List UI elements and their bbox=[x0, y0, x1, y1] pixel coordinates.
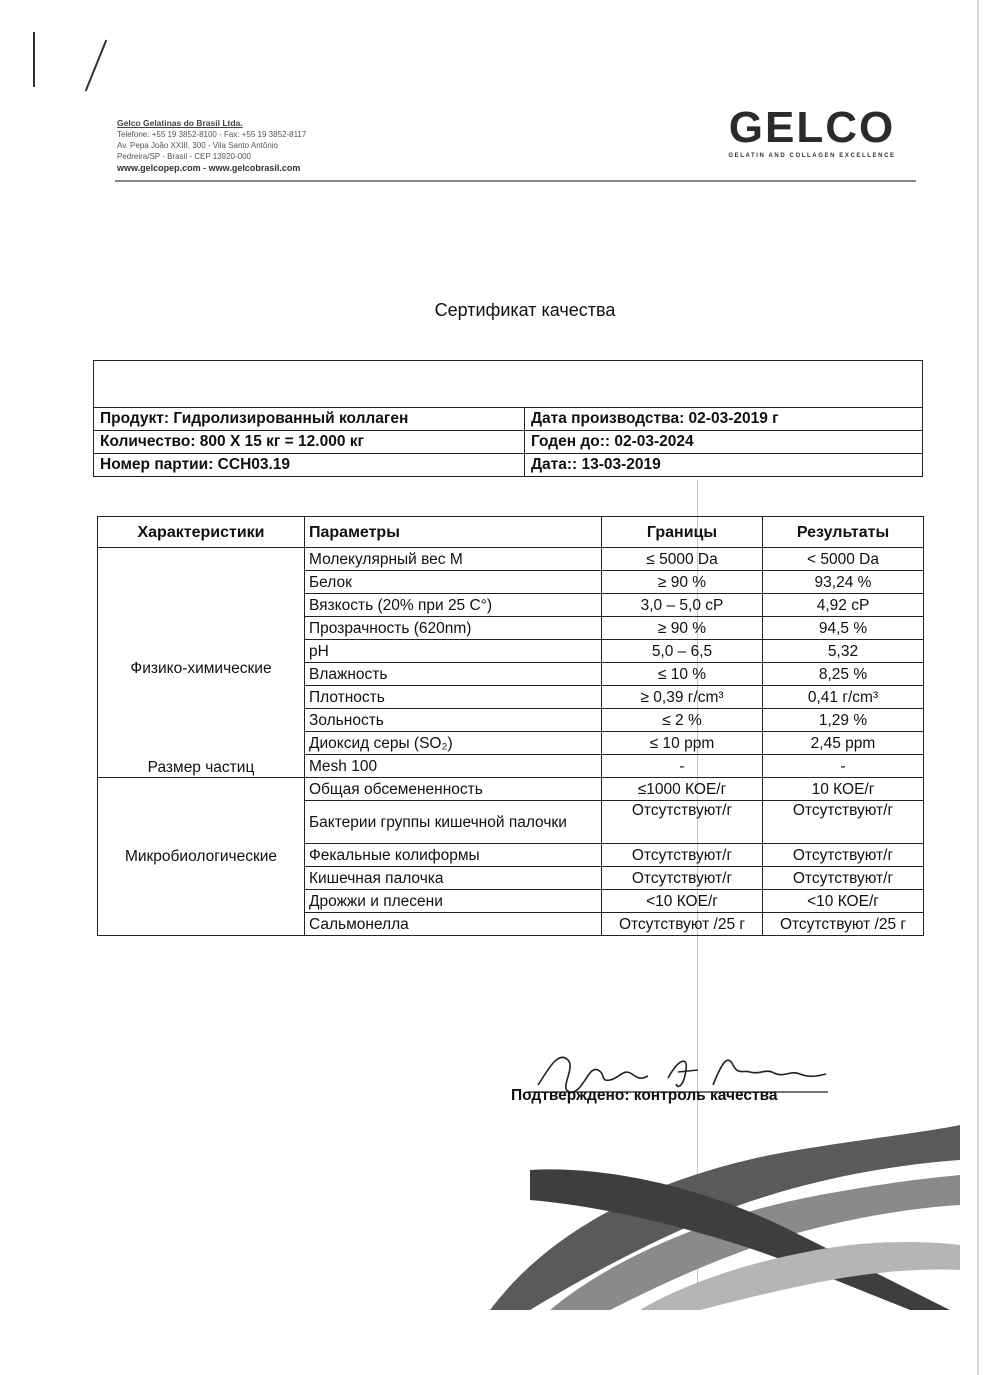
header-parameters: Параметры bbox=[305, 517, 602, 548]
param: Прозрачность (620nm) bbox=[305, 617, 602, 640]
batch-number: Номер партии: CCH03.19 bbox=[94, 454, 525, 477]
limit: ≥ 90 % bbox=[602, 571, 763, 594]
limit: Отсутствуют/г bbox=[602, 867, 763, 890]
result: 5,32 bbox=[763, 640, 924, 663]
result: Отсутствуют /25 г bbox=[763, 913, 924, 936]
blank-row bbox=[94, 361, 923, 408]
result: 93,24 % bbox=[763, 571, 924, 594]
result: <10 КОЕ/г bbox=[763, 890, 924, 913]
category-physchem: Физико-химические bbox=[130, 660, 272, 677]
characteristics-table bbox=[97, 516, 924, 936]
limit: - bbox=[602, 755, 763, 778]
header-characteristics: Характеристики bbox=[98, 517, 305, 548]
limit: ≤ 10 ppm bbox=[602, 732, 763, 755]
param: Дрожжи и плесени bbox=[305, 890, 602, 913]
gelco-logo bbox=[712, 103, 912, 159]
result: Отсутствуют/г bbox=[763, 844, 924, 867]
confirmed-by: Подтверждено: контроль качества bbox=[511, 1087, 778, 1104]
result: < 5000 Da bbox=[763, 548, 924, 571]
category-physchem-cell bbox=[98, 548, 305, 778]
param: Фекальные колиформы bbox=[305, 844, 602, 867]
certificate-date: Дата:: 13-03-2019 bbox=[525, 454, 923, 477]
table-row bbox=[98, 548, 924, 571]
limit: 3,0 – 5,0 cP bbox=[602, 594, 763, 617]
limit: Отсутствуют/г bbox=[602, 844, 763, 867]
param: Кишечная палочка bbox=[305, 867, 602, 890]
param: Диоксид серы (SO₂) bbox=[305, 732, 602, 755]
table-row bbox=[98, 778, 924, 801]
param: Сальмонелла bbox=[305, 913, 602, 936]
result: 0,41 г/cm³ bbox=[763, 686, 924, 709]
result: 1,29 % bbox=[763, 709, 924, 732]
param: Бактерии группы кишечной палочки bbox=[305, 801, 602, 844]
param: Молекулярный вес М bbox=[305, 548, 602, 571]
param: Mesh 100 bbox=[305, 755, 602, 778]
header-results: Результаты bbox=[763, 517, 924, 548]
brand-swoosh bbox=[490, 1110, 960, 1310]
product-name: Продукт: Гидролизированный коллаген bbox=[94, 408, 525, 431]
param: Плотность bbox=[305, 686, 602, 709]
scan-edge bbox=[977, 0, 979, 1375]
product-info-table bbox=[93, 360, 923, 477]
param: Вязкость (20% при 25 С°) bbox=[305, 594, 602, 617]
param: Общая обсемененность bbox=[305, 778, 602, 801]
limit: Отсутствуют /25 г bbox=[602, 913, 763, 936]
limit: ≥ 0,39 г/cm³ bbox=[602, 686, 763, 709]
result: 10 КОЕ/г bbox=[763, 778, 924, 801]
table-header-row bbox=[98, 517, 924, 548]
result: 8,25 % bbox=[763, 663, 924, 686]
header-divider bbox=[115, 180, 916, 182]
limit: <10 КОЕ/г bbox=[602, 890, 763, 913]
limit: ≤1000 КОЕ/г bbox=[602, 778, 763, 801]
result: Отсутствуют/г bbox=[763, 801, 924, 844]
document-title: Сертификат качества bbox=[434, 300, 616, 320]
limit: ≤ 5000 Da bbox=[602, 548, 763, 571]
logo-tagline: GELATIN AND COLLAGEN EXCELLENCE bbox=[728, 153, 896, 159]
header-limits: Границы bbox=[602, 517, 763, 548]
result: 4,92 cP bbox=[763, 594, 924, 617]
company-web: www.gelcopep.com - www.gelcobrasil.com bbox=[117, 163, 301, 173]
result: Отсутствуют/г bbox=[763, 867, 924, 890]
param: Зольность bbox=[305, 709, 602, 732]
company-name: Gelco Gelatinas do Brasil Ltda. bbox=[117, 118, 243, 128]
param: Влажность bbox=[305, 663, 602, 686]
logo-word: GELCO bbox=[728, 103, 896, 152]
limit: 5,0 – 6,5 bbox=[602, 640, 763, 663]
company-phone: Telefone: +55 19 3852-8100 - Fax: +55 19 3852-8117 bbox=[117, 130, 307, 139]
quantity: Количество: 800 X 15 кг = 12.000 кг bbox=[94, 431, 525, 454]
param: pH bbox=[305, 640, 602, 663]
pen-mark bbox=[33, 32, 35, 87]
production-date: Дата производства: 02-03-2019 г bbox=[525, 408, 923, 431]
limit: ≤ 10 % bbox=[602, 663, 763, 686]
best-before: Годен до:: 02-03-2024 bbox=[525, 431, 923, 454]
result: 2,45 ppm bbox=[763, 732, 924, 755]
param: Белок bbox=[305, 571, 602, 594]
company-address: Av. Pepa João XXIII, 300 - Vila Santo Antônio bbox=[117, 141, 278, 150]
company-info bbox=[117, 118, 306, 174]
company-city: Pedreira/SP - Brasil - CEP 13920-000 bbox=[117, 152, 251, 161]
limit: ≤ 2 % bbox=[602, 709, 763, 732]
pen-mark bbox=[85, 40, 107, 92]
category-micro: Микробиологические bbox=[98, 778, 305, 936]
limit: ≥ 90 % bbox=[602, 617, 763, 640]
result: - bbox=[763, 755, 924, 778]
category-particle-size: Размер частиц bbox=[147, 759, 255, 776]
result: 94,5 % bbox=[763, 617, 924, 640]
limit: Отсутствуют/г bbox=[602, 801, 763, 844]
